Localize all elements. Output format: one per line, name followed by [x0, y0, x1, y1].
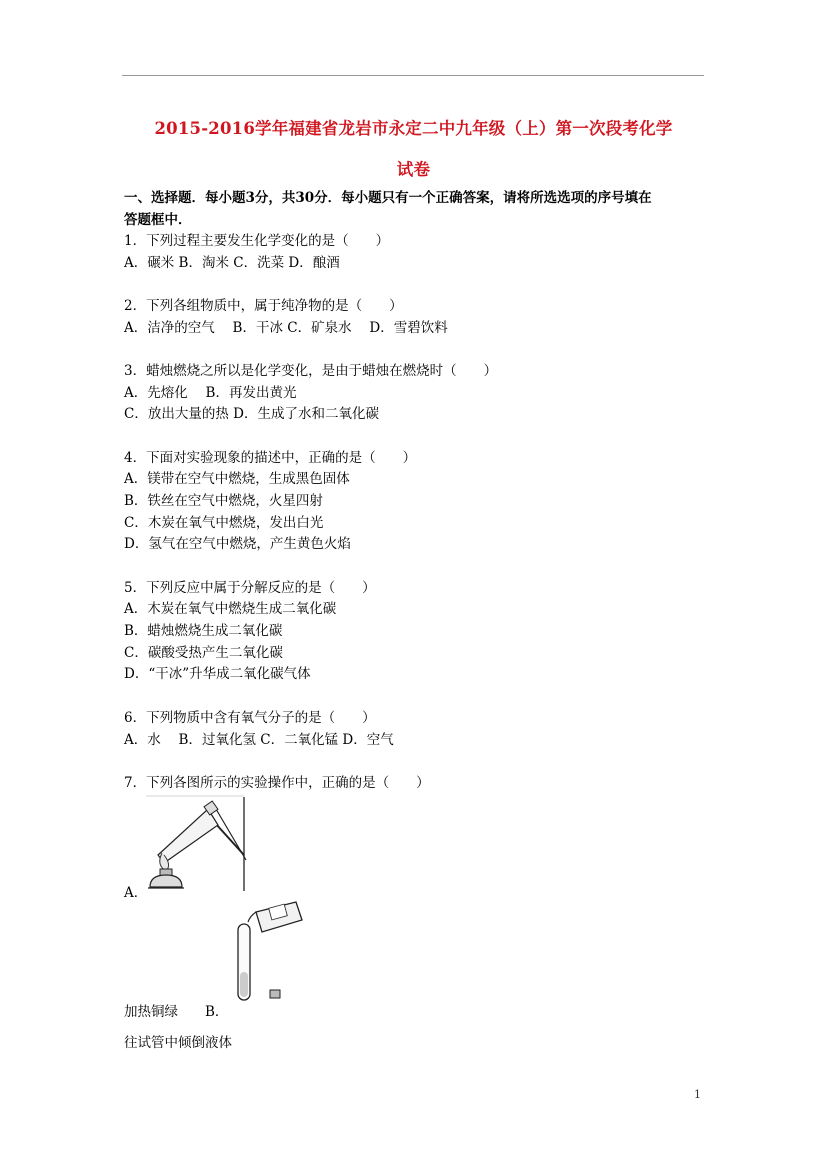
q3-stem: 3．蜡烛燃烧之所以是化学变化，是由于蜡烛在燃烧时（ ） [124, 363, 498, 379]
q4-stem: 4．下面对实验现象的描述中，正确的是（ ） [124, 450, 417, 466]
q7-option-a-caption: 加热铜绿 B． [124, 1004, 229, 1020]
q2-stem: 2．下列各组物质中，属于纯净物的是（ ） [124, 298, 403, 314]
q2-options: A．洁净的空气 B．干冰 C．矿泉水 D．雪碧饮料 [124, 320, 448, 336]
q3-options-ab: A．先熔化 B．再发出黄光 [124, 385, 297, 401]
q4-option-c: C．木炭在氧气中燃烧，发出白光 [124, 515, 324, 531]
q7-option-b-caption: 往试管中倾倒液体 [124, 1035, 232, 1051]
heating-apparatus-figure [146, 795, 248, 893]
q5-option-d: D．“干冰”升华成二氧化碳气体 [124, 666, 311, 682]
q5-option-c: C．碳酸受热产生二氧化碳 [124, 645, 283, 661]
q7-option-a-label: A． [124, 885, 148, 901]
pouring-liquid-figure [226, 898, 306, 1008]
section-heading-line2: 答题框中． [124, 212, 192, 228]
q4-option-b: B．铁丝在空气中燃烧，火星四射 [124, 493, 323, 509]
q5-stem: 5．下列反应中属于分解反应的是（ ） [124, 580, 376, 596]
doc-title-line2: 试卷 [396, 160, 431, 179]
section-heading-line1: 一、选择题．每小题3分，共30分．每小题只有一个正确答案，请将所选选项的序号填在 [124, 190, 652, 206]
page-number: 1 [694, 1088, 701, 1101]
q5-option-b: B．蜡烛燃烧生成二氧化碳 [124, 623, 283, 639]
header-rule [122, 75, 704, 76]
q5-option-a: A．木炭在氧气中燃烧生成二氧化碳 [124, 601, 337, 617]
q4-option-a: A．镁带在空气中燃烧，生成黑色固体 [124, 471, 350, 487]
q6-stem: 6．下列物质中含有氧气分子的是（ ） [124, 710, 376, 726]
q3-options-cd: C．放出大量的热 D．生成了水和二氧化碳 [124, 406, 379, 422]
q4-option-d: D．氢气在空气中燃烧，产生黄色火焰 [124, 536, 351, 552]
doc-title-line1: 2015-2016学年福建省龙岩市永定二中九年级（上）第一次段考化学 [154, 119, 673, 138]
q1-stem: 1．下列过程主要发生化学变化的是（ ） [124, 233, 390, 249]
q7-stem: 7．下列各图所示的实验操作中，正确的是（ ） [124, 775, 430, 791]
q6-options: A．水 B．过氧化氢 C．二氧化锰 D．空气 [124, 732, 394, 748]
q1-options: A．碾米 B．淘米 C．洗菜 D．酿酒 [124, 255, 340, 271]
